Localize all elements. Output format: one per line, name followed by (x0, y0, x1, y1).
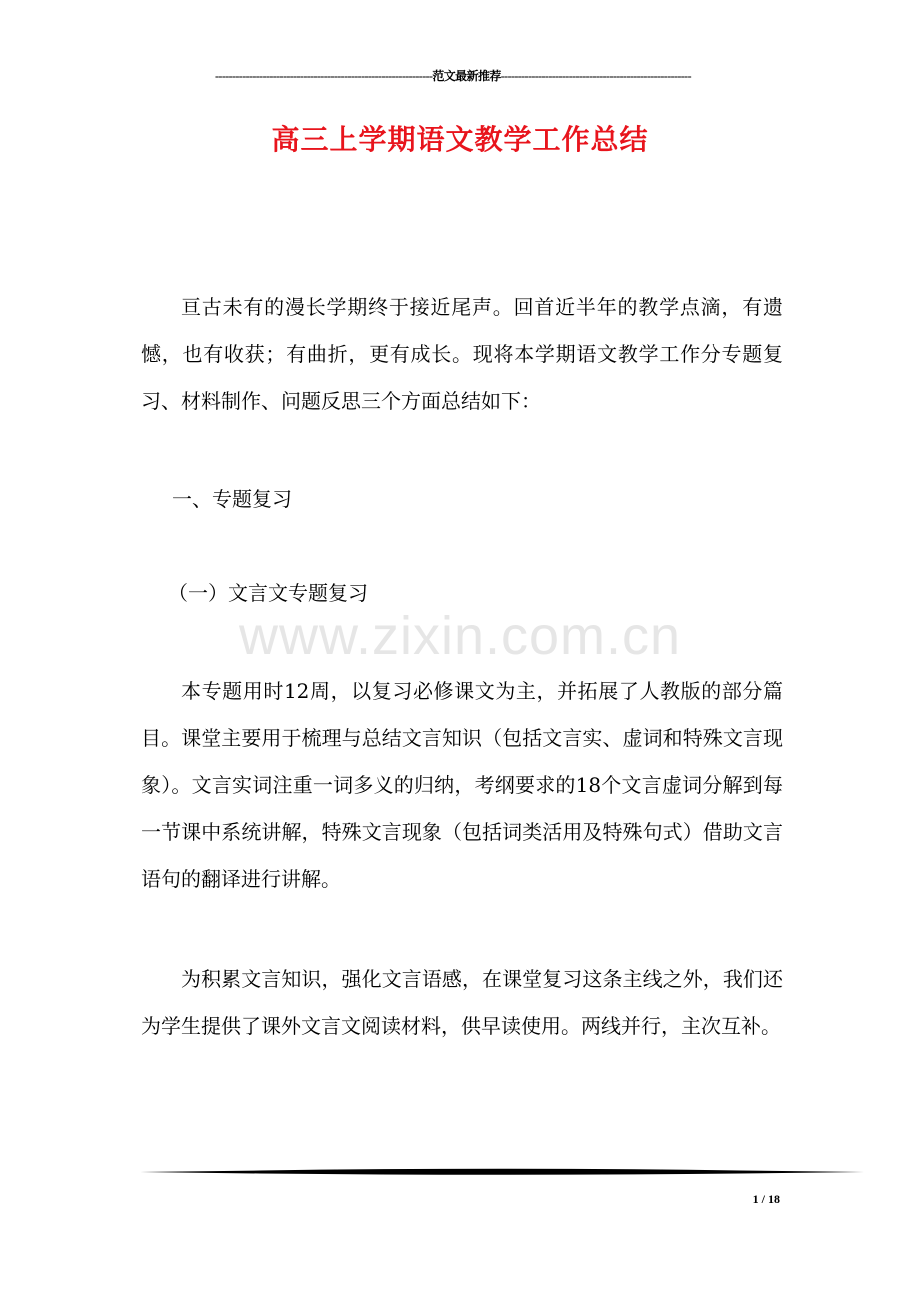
footer-rule (140, 1164, 864, 1176)
body-paragraph: 为积累文言知识，强化文言语感，在课堂复习这条主线之外，我们还为学生提供了课外文言文阅读材料，供早读使用。两线并行，主次互补。 (141, 967, 783, 1038)
subsection-heading: （一）文言文专题复习 (168, 581, 368, 605)
document-title: 高三上学期语文教学工作总结 (271, 123, 649, 156)
intro-paragraph: 亘古未有的漫长学期终于接近尾声。回首近半年的教学点滴，有遗憾，也有收获；有曲折，更有成长。现将本学期语文教学工作分专题复习、材料制作、问题反思三个方面总结如下： (141, 295, 783, 413)
header-banner: ----------------------------------------------------------------范文最新推荐-------------------------------------------------------- (215, 69, 691, 83)
watermark: www.zixin.com.cn (238, 606, 682, 666)
section-heading: 一、专题复习 (172, 487, 292, 511)
body-paragraph: 本专题用时12周，以复习必修课文为主，并拓展了人教版的部分篇目。课堂主要用于梳理与总结文言知识（包括文言实、虚词和特殊文言现象）。文言实词注重一词多义的归纳，考纲要求的18个文言虚词分解到每一节课中系统讲解，特殊文言现象（包括词类活用及特殊句式）借助文言语句的翻译进行讲解。 (141, 679, 783, 891)
page-number: 1 / 18 (752, 1192, 780, 1206)
